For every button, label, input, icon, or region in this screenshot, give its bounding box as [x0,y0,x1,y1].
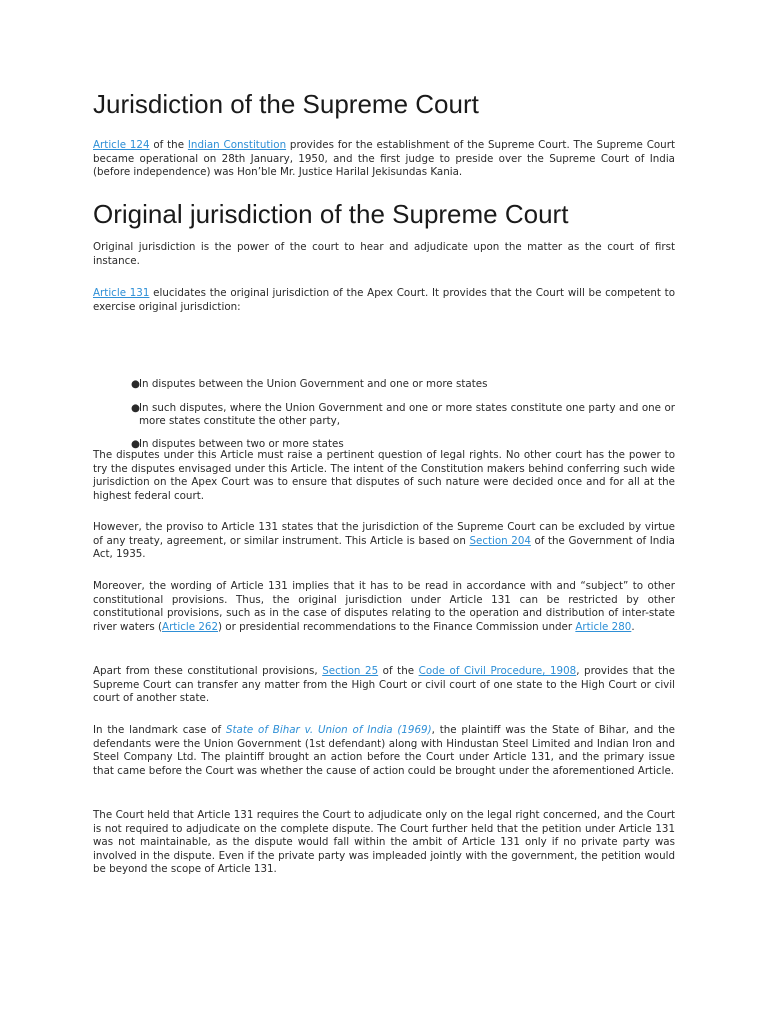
article-124-link[interactable]: Article 124 [93,139,150,151]
bullet-icon: ● [131,437,140,450]
list-item: ● In disputes between two or more states [131,437,344,450]
section-25-link[interactable]: Section 25 [322,665,379,677]
article-131-link[interactable]: Article 131 [93,287,150,299]
bullet-icon: ● [131,401,140,414]
cpc-1908-link[interactable]: Code of Civil Procedure, 1908 [418,665,577,677]
section-heading: Original jurisdiction of the Supreme Court [93,199,569,229]
indian-constitution-link[interactable]: Indian Constitution [187,139,287,151]
bihar-case-link[interactable]: State of Bihar v. Union of India (1969) [225,724,432,736]
wording-paragraph: Moreover, the wording of Article 131 implies that it has to be read in accordance with and “subject” to other constitutional provisions. Thus, the original jurisdiction under Article 131 can be restricted by other constitutional provisions, such as in the case of disputes relating to the operation and distribution of inter-state river waters (Article 262) or presidential recommendations to the Finance Commission under Article 280. [93,580,675,633]
cpc-paragraph: Apart from these constitutional provisions, Section 25 of the Code of Civil Procedure, 1908, provides that the Supreme Court can transfer any matter from the High Court or civil court of one state to the High Court or civil court of another state. [93,665,675,704]
disputes-paragraph: The disputes under this Article must raise a pertinent question of legal rights. No other court has the power to try the disputes envisaged under this Article. The intent of the Constitution makers behind conferring such wide jurisdiction on the Apex Court was to ensure that disputes of such nature were decided once and for all at the highest federal court. [93,449,675,502]
article-262-link[interactable]: Article 262 [162,620,218,633]
bullet-icon: ● [131,378,140,390]
proviso-paragraph: However, the proviso to Article 131 states that the jurisdiction of the Supreme Court can be excluded by virtue of any treaty, agreement, or similar instrument. This Article is based on Section 204 of the Government of India Act, 1935. [93,521,675,560]
article-280-link[interactable]: Article 280 [575,620,632,633]
list-item: ● In disputes between the Union Government and one or more states [131,378,488,390]
page-title: Jurisdiction of the Supreme Court [93,89,479,119]
jurisdiction-list [131,378,675,451]
case-paragraph: In the landmark case of State of Bihar v. Union of India (1969), the plaintiff was the State of Bihar, and the defendants were the Union Government (1st defendant) along with Hindustan Steel Limited and Indian Iron and Steel Company Ltd. The plaintiff brought an action before the Court under Article 131, and the primary issue that came before the Court was whether the cause of action could be brought under the aforementioned Article. [93,724,675,777]
article-131-paragraph: Article 131 elucidates the original jurisdiction of the Apex Court. It provides that the Court will be competent to exercise original jurisdiction: [93,287,676,313]
definition-paragraph: Original jurisdiction is the power of the court to hear and adjudicate upon the matter as the court of first instance. [93,241,675,267]
list-item: ● In such disputes, where the Union Government and one or more states constitute one party and one or more states constitute the other party, [131,401,675,427]
intro-paragraph: Article 124 of the Indian Constitution provides for the establishment of the Supreme Court. The Supreme Court became operational on 28th January, 1950, and the first judge to preside over the Supreme Court of India (before independence) was Hon’ble Mr. Justice Harilal Jekisundas Kania. [93,139,675,178]
holding-paragraph: The Court held that Article 131 requires the Court to adjudicate only on the legal right concerned, and the Court is not required to adjudicate on the complete dispute. The Court further held that the petition under Article 131 was not maintainable, as the dispute would fall within the ambit of Article 131 only if no private party was involved in the dispute. Even if the private party was impleaded jointly with the government, the petition would be beyond the scope of Article 131. [93,809,675,875]
section-204-link[interactable]: Section 204 [469,534,531,547]
